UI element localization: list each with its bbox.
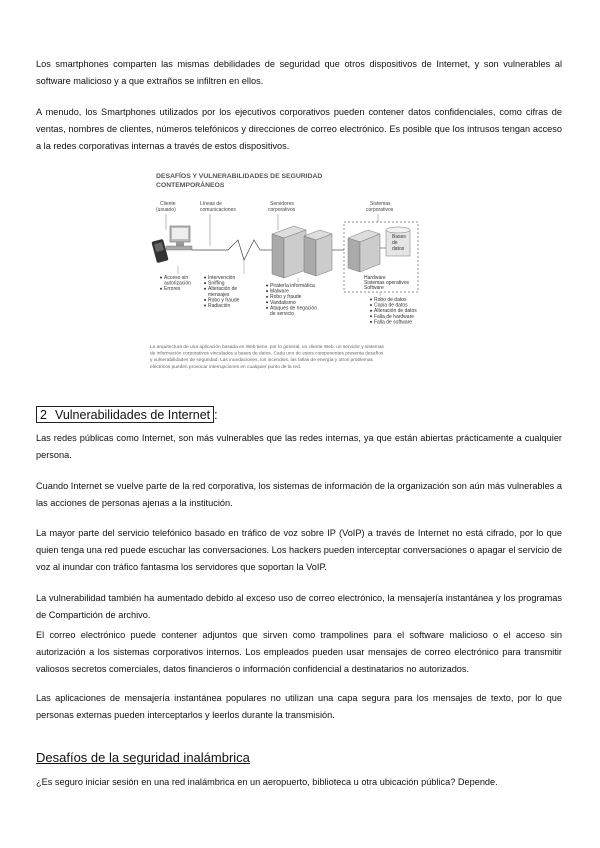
list-bullet [266, 307, 268, 309]
software-label: Software [364, 285, 384, 291]
risk-item: Robo y fraude [270, 294, 302, 301]
caption-line: eléctricos pueden provocar interrupciones en cualquier punto de la red. [150, 364, 302, 370]
list-bullet [266, 296, 268, 298]
risk-item: Acceso sin [164, 275, 189, 281]
list-bullet [370, 299, 372, 301]
internet-paragraph-6: Las aplicaciones de mensajería instantánea populares no utilizan una capa segura para los mensajes de texto, por lo que personas externas pueden interceptarlos y leerlos durante la transmisión. [36, 693, 562, 720]
list-bullet [266, 301, 268, 303]
list-bullet [266, 285, 268, 287]
col-lines-label-2: comunicaciones [200, 207, 236, 213]
database-server-icon [348, 230, 380, 272]
figure-title-1: DESAFÍOS Y VULNERABILIDADES DE SEGURIDAD [156, 173, 323, 180]
risk-item: Piratería informática [270, 283, 315, 289]
caption-line: de información corporativos vinculados a bases de datos. Cada uno de estos componentes presenta desafíos [150, 351, 384, 357]
servers-risk-list [266, 283, 317, 317]
risk-item: Robo de datos [374, 297, 407, 303]
col-servers-label-2: corporativos [268, 207, 296, 213]
risk-item: Vandalismo [270, 299, 296, 306]
security-diagram-figure [148, 168, 426, 386]
risk-item: Falla de hardware [374, 313, 415, 320]
risk-item: Robo y fraude [208, 297, 240, 304]
col-systems-label-1: Sistemas [370, 201, 391, 207]
risk-item: Alteración de datos [374, 308, 417, 315]
figure-title-2: CONTEMPORÁNEOS [156, 182, 225, 189]
os-label: Sistemas operativos [364, 280, 410, 286]
wireless-paragraph-1: ¿Es seguro iniciar sesión en una red inalámbrica en un aeropuerto, biblioteca u otra ubicación pública? Depende. [36, 777, 498, 787]
section-heading-internet [36, 408, 218, 422]
computer-icon [166, 226, 192, 250]
list-bullet [370, 321, 372, 323]
risk-item: Falla de software [374, 319, 413, 326]
list-bullet [370, 310, 372, 312]
internet-paragraph-4: La vulnerabilidad también ha aumentado debido al exceso uso de correo electrónico, la mensajería instantánea y los programas de Compartición de archivo. [36, 593, 562, 620]
db-label-1: Bases [392, 234, 406, 240]
hardware-label: Hardware [364, 275, 386, 281]
risk-item: Radiación [208, 303, 231, 309]
risk-item: Copia de datos [374, 302, 408, 309]
list-bullet [204, 277, 206, 279]
systems-risk-list [370, 297, 417, 325]
list-bullet [204, 299, 206, 301]
list-bullet [160, 277, 162, 279]
section-number: 2 [40, 408, 47, 422]
risk-item: Alteración de [208, 286, 238, 293]
smartphone-icon [151, 239, 168, 263]
internet-paragraph-2: Cuando Internet se vuelve parte de la red corporativa, los sistemas de información de la organización son aún más vulnerables a las acciones de personas ajenas a la institución. [36, 481, 562, 508]
risk-item: autorización [164, 280, 191, 287]
section-heading-wireless: Desafíos de la seguridad inalámbrica [36, 750, 250, 765]
client-risk-list [160, 275, 191, 292]
list-bullet [160, 288, 162, 290]
caption-line: La arquitectura de una aplicación basada en Web tiene, por lo general, un cliente Web, un servidor y sistemas [150, 345, 384, 350]
intro-paragraph-2: A menudo, los Smartphones utilizados por los ejecutivos corporativos pueden contener datos confidenciales, como cifras de ventas, nombres de clientes, números telefónicos y direcciones de correo electrónico. Es posible que los intrusos tengan acceso a la redes corporativas internas a través de estos dispositivos. [36, 107, 562, 151]
risk-item: Malware [270, 288, 289, 295]
col-client-label-1: Cliente [160, 201, 176, 207]
section-title-suffix: : [214, 408, 218, 422]
col-client-label-2: (usuario) [156, 207, 176, 213]
risk-item: Sniffing [208, 280, 225, 287]
figure-caption [150, 344, 385, 370]
caption-line: y vulnerabilidades de seguridad. Las inundaciones, los incendios, las fallas de energía y otros problemas [150, 358, 373, 364]
col-systems-label-2: corporativos [366, 207, 394, 213]
section-title: Vulnerabilidades de Internet [54, 408, 211, 422]
internet-paragraph-3: La mayor parte del servicio telefónico basado en tráfico de voz sobre IP (VoIP) a través de Internet no está cifrado, por lo que quien tenga una red puede escuchar las conversaciones. Los hackers pueden interceptar conversaciones o apagar el servicio de voz al inundar con tráfico fantasma los servidores que soportan la VoIP. [36, 528, 562, 572]
intro-paragraph-1: Los smartphones comparten las mismas debilidades de seguridad que otros dispositivos de Internet, y son vulnerables al software malicioso y a que extraños se infiltren en ellos. [36, 59, 562, 86]
security-diagram [148, 168, 426, 386]
list-bullet [204, 288, 206, 290]
internet-paragraph-1: Las redes públicas como Internet, son más vulnerables que las redes internas, ya que están abiertas prácticamente a cualquier persona. [36, 433, 562, 460]
list-bullet [266, 290, 268, 292]
server-icon-2 [304, 230, 332, 276]
risk-item: de servicio [270, 311, 294, 317]
db-label-2: de [392, 240, 398, 246]
db-label-3: datos [392, 246, 405, 252]
list-bullet [370, 304, 372, 306]
risk-item: Errores [164, 286, 181, 293]
col-lines-label-1: Líneas de [200, 201, 222, 207]
lines-risk-list [204, 275, 240, 309]
internet-paragraph-5: El correo electrónico puede contener adjuntos que sirven como trampolines para el software malicioso o el acceso sin autorización a los sistemas corporativos internos. Los empleados pueden usar mensajes de correo electrónico para transmitir valiosos secretos comerciales, datos financieros o información confidencial a destinatarios no autorizados. [36, 630, 562, 674]
list-bullet [204, 305, 206, 307]
risk-item: Ataques de negación [270, 305, 317, 312]
list-bullet [370, 315, 372, 317]
risk-item: Intervención [208, 275, 236, 281]
col-servers-label-1: Servidores [270, 201, 294, 207]
server-icon-1 [272, 226, 306, 278]
list-bullet [204, 282, 206, 284]
risk-item: mensajes [208, 291, 230, 298]
